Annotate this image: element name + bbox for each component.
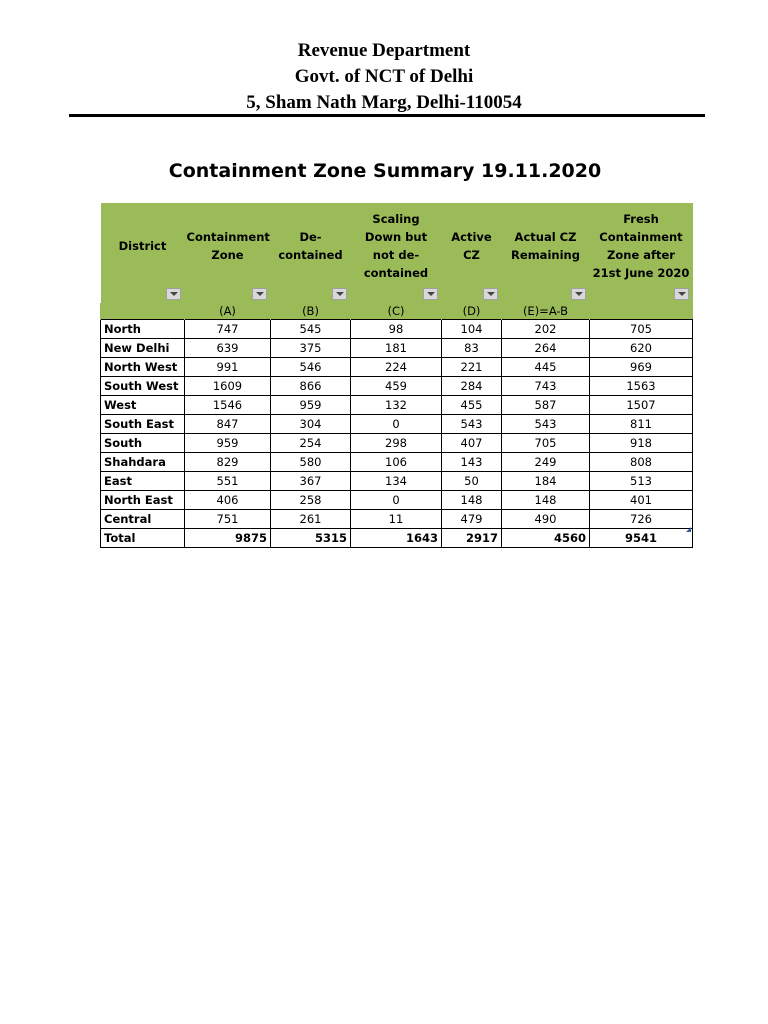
column-code [101,303,185,320]
value-cell: 490 [502,510,590,529]
district-cell: North East [101,491,185,510]
district-cell: South East [101,415,185,434]
column-code: (A) [185,303,271,320]
address: 5, Sham Nath Marg, Delhi-110054 [246,92,522,113]
value-cell: 0 [351,415,442,434]
table-row [101,377,693,396]
value-cell: 83 [442,339,502,358]
filter-dropdown-icon[interactable] [252,288,267,300]
value-cell: 254 [271,434,351,453]
column-header: Active CZ [442,203,502,303]
value-cell: 224 [351,358,442,377]
value-cell: 959 [185,434,271,453]
district-cell: West [101,396,185,415]
value-cell: 261 [271,510,351,529]
filter-dropdown-icon[interactable] [332,288,347,300]
value-cell: 50 [442,472,502,491]
value-cell: 104 [442,320,502,339]
filter-dropdown-icon[interactable] [571,288,586,300]
table-row [101,472,693,491]
department-name: Revenue Department [297,40,471,61]
filter-dropdown-icon[interactable] [483,288,498,300]
value-cell: 304 [271,415,351,434]
header-row [101,203,693,303]
value-cell: 918 [590,434,693,453]
filter-dropdown-icon[interactable] [423,288,438,300]
table-row [101,358,693,377]
value-cell: 148 [502,491,590,510]
value-cell: 221 [442,358,502,377]
value-cell: 543 [502,415,590,434]
value-cell: 249 [502,453,590,472]
value-cell: 0 [351,491,442,510]
letterhead [0,38,768,116]
value-cell: 284 [442,377,502,396]
total-cell: 2917 [442,529,502,548]
table-row [101,339,693,358]
total-row [101,529,693,548]
value-cell: 375 [271,339,351,358]
district-cell: Shahdara [101,453,185,472]
table-row [101,396,693,415]
column-code: (E)=A-B [502,303,590,320]
column-header: De-contained [271,203,351,303]
containment-zone-table [100,203,693,548]
value-cell: 705 [590,320,693,339]
value-cell: 747 [185,320,271,339]
value-cell: 1609 [185,377,271,396]
column-code-row [101,303,693,320]
value-cell: 184 [502,472,590,491]
value-cell: 298 [351,434,442,453]
filter-dropdown-icon[interactable] [674,288,689,300]
value-cell: 620 [590,339,693,358]
value-cell: 1507 [590,396,693,415]
value-cell: 829 [185,453,271,472]
value-cell: 743 [502,377,590,396]
value-cell: 587 [502,396,590,415]
value-cell: 811 [590,415,693,434]
column-code: (B) [271,303,351,320]
value-cell: 106 [351,453,442,472]
value-cell: 580 [271,453,351,472]
value-cell: 543 [442,415,502,434]
value-cell: 751 [185,510,271,529]
value-cell: 406 [185,491,271,510]
value-cell: 264 [502,339,590,358]
total-cell: 9875 [185,529,271,548]
total-cell: 1643 [351,529,442,548]
column-code: (C) [351,303,442,320]
column-header: Actual CZ Remaining [502,203,590,303]
table-row [101,415,693,434]
filter-dropdown-icon[interactable] [166,288,181,300]
value-cell: 551 [185,472,271,491]
table-row [101,434,693,453]
value-cell: 546 [271,358,351,377]
value-cell: 98 [351,320,442,339]
value-cell: 866 [271,377,351,396]
value-cell: 705 [502,434,590,453]
table-resize-handle-icon[interactable] [686,527,691,532]
value-cell: 969 [590,358,693,377]
value-cell: 1563 [590,377,693,396]
column-code [590,303,693,320]
district-cell: North West [101,358,185,377]
district-cell: Central [101,510,185,529]
value-cell: 726 [590,510,693,529]
value-cell: 407 [442,434,502,453]
table-row [101,510,693,529]
value-cell: 134 [351,472,442,491]
district-cell: New Delhi [101,339,185,358]
value-cell: 132 [351,396,442,415]
table-row [101,491,693,510]
value-cell: 401 [590,491,693,510]
column-code: (D) [442,303,502,320]
value-cell: 143 [442,453,502,472]
total-label: Total [101,529,185,548]
value-cell: 1546 [185,396,271,415]
value-cell: 11 [351,510,442,529]
value-cell: 459 [351,377,442,396]
value-cell: 479 [442,510,502,529]
header-divider [69,114,705,117]
value-cell: 367 [271,472,351,491]
column-header: District [101,203,185,303]
value-cell: 181 [351,339,442,358]
district-cell: South West [101,377,185,396]
value-cell: 639 [185,339,271,358]
total-cell: 9541 [590,529,693,548]
government-name: Govt. of NCT of Delhi [294,66,474,87]
value-cell: 202 [502,320,590,339]
value-cell: 258 [271,491,351,510]
column-header: Fresh Containment Zone after 21st June 2020 [590,203,693,303]
value-cell: 959 [271,396,351,415]
district-cell: North [101,320,185,339]
column-header: Scaling Down but not de-contained [351,203,442,303]
table-row [101,453,693,472]
page-title: Containment Zone Summary 19.11.2020 [168,160,602,182]
value-cell: 148 [442,491,502,510]
value-cell: 991 [185,358,271,377]
column-header: Containment Zone [185,203,271,303]
district-cell: East [101,472,185,491]
total-cell: 4560 [502,529,590,548]
value-cell: 513 [590,472,693,491]
value-cell: 455 [442,396,502,415]
total-cell: 5315 [271,529,351,548]
value-cell: 545 [271,320,351,339]
district-cell: South [101,434,185,453]
value-cell: 445 [502,358,590,377]
value-cell: 847 [185,415,271,434]
value-cell: 808 [590,453,693,472]
table-row [101,320,693,339]
